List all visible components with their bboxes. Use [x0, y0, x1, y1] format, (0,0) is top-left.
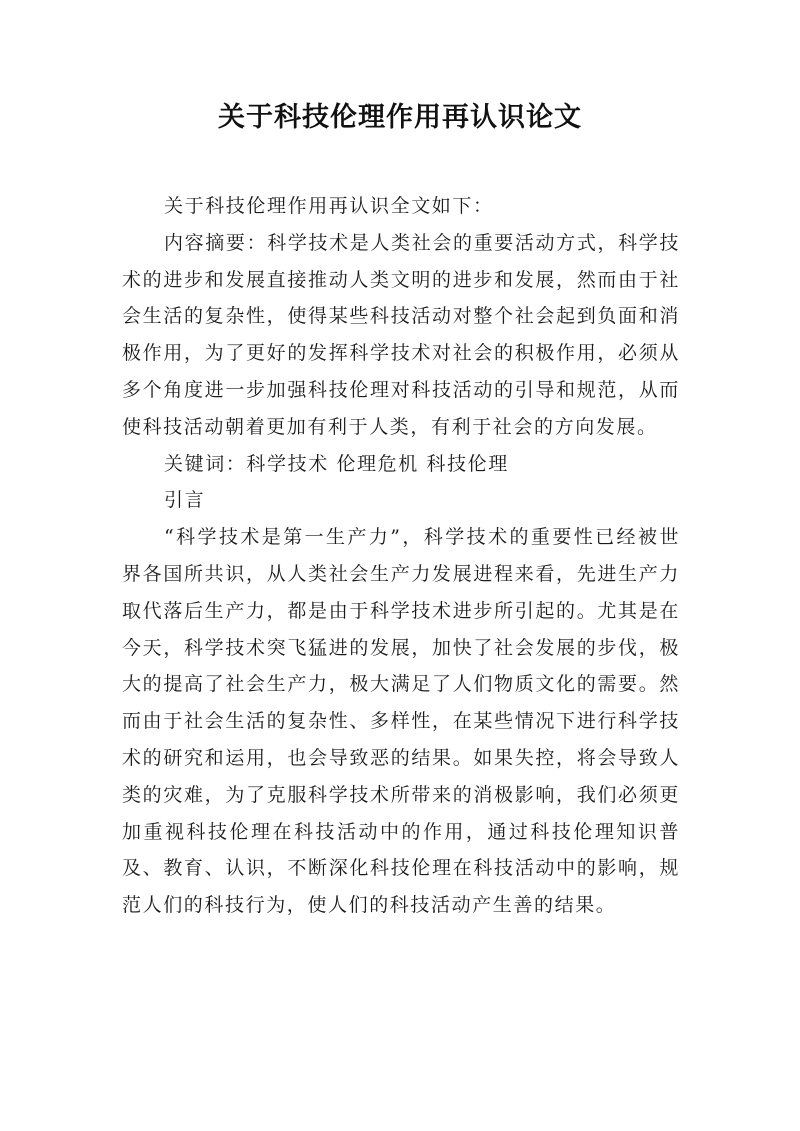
- document-body: [122, 188, 680, 924]
- keywords-line: 关键词：科学技术 伦理危机 科技伦理: [164, 452, 509, 475]
- abstract-paragraph: 内容摘要：科学技术是人类社会的重要活动方式，科学技术的进步和发展直接推动人类文明的进步和发展，然而由于社会生活的复杂性，使得某些科技活动对整个社会起到负面和消极作用，为了更好的发挥科学技术对社会的积极作用，必须从多个角度进一步加强科技伦理对科技活动的引导和规范，从而使科技活动朝着更加有利于人类，有利于社会的方向发展。: [122, 231, 680, 438]
- section-heading-introduction: 引言: [164, 489, 206, 512]
- intro-line: 关于科技伦理作用再认识全文如下：: [164, 195, 494, 217]
- document-title: 关于科技伦理作用再认识论文: [218, 102, 582, 133]
- introduction-paragraph: “科学技术是第一生产力”，科学技术的重要性已经被世界各国所共识，从人类社会生产力发展进程来看，先进生产力取代落后生产力，都是由于科学技术进步所引起的。尤其是在今天，科学技术突飞猛进的发展，加快了社会发展的步伐，极大的提高了社会生产力，极大满足了人们物质文化的需要。然而由于社会生活的复杂性、多样性，在某些情况下进行科学技术的研究和运用，也会导致恶的结果。如果失控，将会导致人类的灾难，为了克服科学技术所带来的消极影响，我们必须更加重视科技伦理在科技活动中的作用，通过科技伦理知识普及、教育、认识，不断深化科技伦理在科技活动中的影响，规范人们的科技行为，使人们的科技活动产生善的结果。: [122, 526, 680, 917]
